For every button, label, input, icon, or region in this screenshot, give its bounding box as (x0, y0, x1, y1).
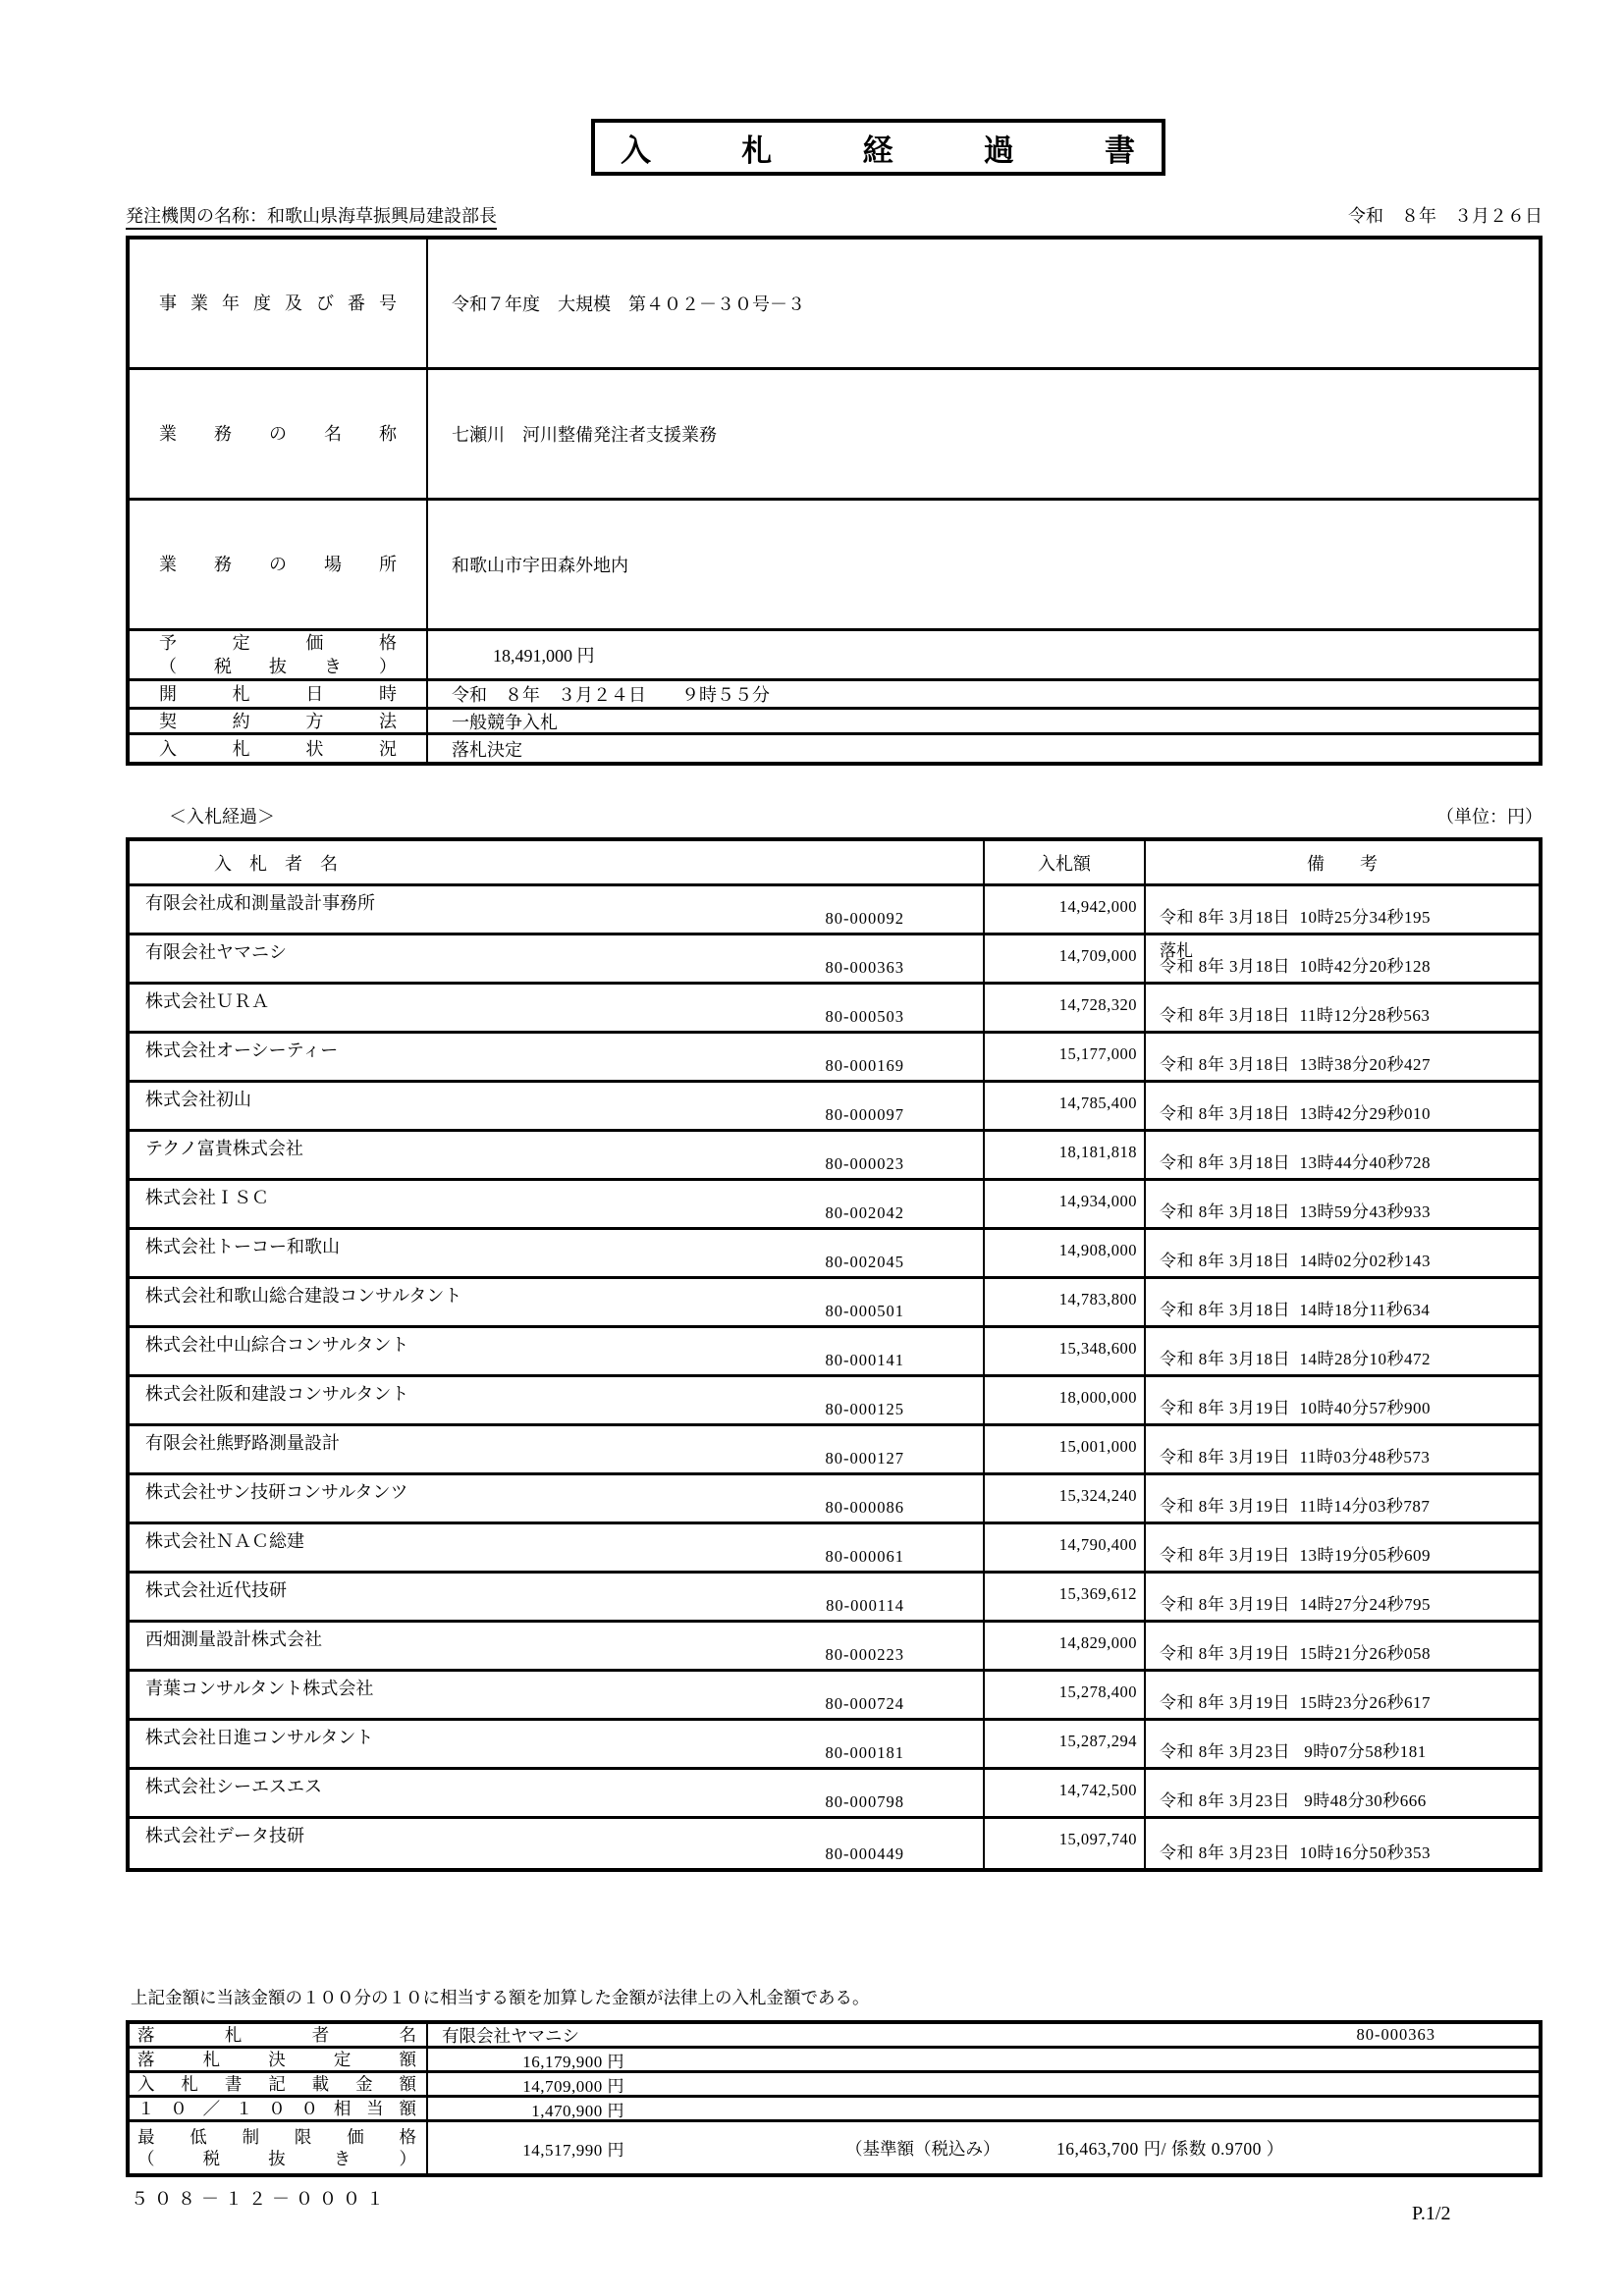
info-label: 予 定 価 格 （ 税 抜 き ） (130, 631, 428, 678)
bid-table-row (130, 1083, 1539, 1132)
remark-cell (1146, 1770, 1539, 1816)
bid-timestamp: 令和 8年 3月19日 15時23分26秒617 (1160, 1693, 1431, 1712)
remark-cell (1146, 1574, 1539, 1620)
bidder-cell (130, 886, 985, 933)
result-row-minimum-price (130, 2122, 1539, 2173)
bid-table-row (130, 1475, 1539, 1524)
bidder-name: 株式会社ＵＲＡ (145, 991, 269, 1011)
bid-amount-cell (985, 1721, 1146, 1767)
bid-status-value: 落札決定 (452, 739, 522, 760)
bid-table-row (130, 1279, 1539, 1328)
remark-cell (1146, 1230, 1539, 1276)
info-label: 事 業 年 度 及 び 番 号 (130, 240, 428, 367)
project-location-value: 和歌山市宇田森外地内 (452, 556, 628, 575)
info-label: 業 務 の 場 所 (130, 501, 428, 628)
column-header-remark: 備 考 (1307, 853, 1378, 874)
page-number: P.1/2 (1412, 2203, 1451, 2224)
bidder-cell (130, 1279, 985, 1325)
bidder-cell (130, 1574, 985, 1620)
bidder-name: 有限会社熊野路測量設計 (145, 1433, 340, 1453)
bid-table-row (130, 886, 1539, 935)
base-amount-label: （基準額（税込み） (845, 2138, 1001, 2159)
bid-amount-cell (985, 1524, 1146, 1571)
bidder-cell (130, 1426, 985, 1472)
bidder-name: テクノ富貴株式会社 (145, 1139, 303, 1158)
bid-amount-cell (985, 1279, 1146, 1325)
bid-table-row (130, 1574, 1539, 1623)
bid-amount: 15,001,000 (1058, 1437, 1137, 1456)
bidder-code: 80-000086 (825, 1498, 904, 1517)
bid-timestamp: 令和 8年 3月19日 14時27分24秒795 (1160, 1595, 1431, 1614)
bidder-code: 80-000114 (826, 1596, 904, 1615)
bid-amount: 14,829,000 (1058, 1633, 1137, 1652)
result-label: 入 札 書 記 載 金 額 (130, 2073, 428, 2095)
award-amount-value: 16,179,900 円 (522, 2052, 624, 2071)
bidder-code: 80-000169 (825, 1056, 904, 1075)
bidder-cell (130, 1083, 985, 1129)
bid-amount-cell (985, 1672, 1146, 1718)
bid-amount: 15,348,600 (1058, 1339, 1137, 1358)
bid-amount-cell (985, 1623, 1146, 1669)
bid-timestamp: 令和 8年 3月19日 11時14分03秒787 (1160, 1497, 1431, 1516)
project-info-table (126, 236, 1543, 766)
bidder-code: 80-000363 (825, 958, 904, 977)
bidder-code: 80-000724 (825, 1694, 904, 1713)
bid-table-row (130, 1770, 1539, 1819)
info-row-bid-status (130, 735, 1539, 762)
bidder-cell (130, 1475, 985, 1522)
bid-table-row (130, 1181, 1539, 1230)
bid-table-row (130, 1524, 1539, 1574)
result-row-winner (130, 2024, 1539, 2049)
remark-cell (1146, 886, 1539, 933)
bid-amount: 15,278,400 (1058, 1682, 1137, 1701)
result-label: 最 低 制 限 価 格 （ 税 抜 き ） (130, 2122, 428, 2173)
bidder-name: 株式会社トーコー和歌山 (145, 1237, 340, 1256)
bid-table (126, 837, 1543, 1872)
bid-timestamp: 令和 8年 3月19日 15時21分26秒058 (1160, 1644, 1431, 1663)
bid-timestamp: 令和 8年 3月18日 14時28分10秒472 (1160, 1350, 1431, 1368)
bid-amount: 14,908,000 (1058, 1241, 1137, 1259)
remark-cell (1146, 1083, 1539, 1129)
info-row-project-name (130, 370, 1539, 501)
column-header-amount: 入札額 (985, 841, 1146, 883)
bid-timestamp: 令和 8年 3月18日 13時59分43秒933 (1160, 1202, 1431, 1221)
bidder-code: 80-002042 (825, 1203, 904, 1222)
bid-table-row (130, 1672, 1539, 1721)
base-amount-value: 16,463,700 円/ 係数 0.9700 ） (1056, 2138, 1284, 2159)
bidder-name: 西畑測量設計株式会社 (145, 1629, 322, 1649)
agency-name: 発注機関の名称：和歌山県海草振興局建設部長 (126, 206, 497, 230)
info-row-contract-method (130, 710, 1539, 735)
bidder-cell (130, 1623, 985, 1669)
bid-amount-cell (985, 1083, 1146, 1129)
bid-timestamp: 令和 8年 3月19日 11時03分48秒573 (1160, 1448, 1431, 1467)
bidder-name: 株式会社オーシーティー (145, 1041, 339, 1060)
tax-equivalent-value: 1,470,900 円 (531, 2101, 624, 2120)
bid-amount-cell (985, 1328, 1146, 1374)
bid-amount: 14,728,320 (1058, 995, 1137, 1014)
bid-timestamp: 令和 8年 3月18日 13時44分40秒728 (1160, 1153, 1431, 1172)
bid-table-row (130, 935, 1539, 985)
remark-cell (1146, 1328, 1539, 1374)
bidder-name: 株式会社日進コンサルタント (145, 1728, 374, 1747)
bid-amount: 18,000,000 (1058, 1388, 1137, 1407)
bidder-name: 株式会社サン技研コンサルタンツ (145, 1482, 408, 1502)
result-row-award-amount (130, 2049, 1539, 2073)
minimum-price-value: 14,517,990 円 （基準額（税込み） 16,463,700 円/ 係数 0.9700 ） (428, 2122, 1539, 2173)
remark-cell (1146, 1132, 1539, 1178)
document-title-box (591, 119, 1165, 176)
bid-table-row (130, 1819, 1539, 1868)
project-number-value: 令和７年度 大規模 第４０２－３０号－３ (452, 294, 805, 314)
bidder-name: 株式会社初山 (145, 1090, 251, 1109)
bidder-cell (130, 1672, 985, 1718)
winner-value (428, 2024, 1539, 2046)
bid-timestamp: 令和 8年 3月23日 9時48分30秒666 (1160, 1791, 1427, 1810)
bid-amount-cell (985, 935, 1146, 982)
remark-cell (1146, 1279, 1539, 1325)
result-label: 落 札 決 定 額 (130, 2049, 428, 2070)
award-label: 落札 (1160, 941, 1193, 960)
column-header-bidder: 入 札 者 名 (130, 841, 985, 883)
bid-table-body (130, 886, 1539, 1868)
bid-table-row (130, 1721, 1539, 1770)
bid-table-row (130, 1132, 1539, 1181)
bidder-code: 80-000798 (825, 1792, 904, 1811)
bid-amount: 14,783,800 (1058, 1290, 1137, 1308)
document-date: 令和 ８年 ３月２６日 (1348, 206, 1543, 226)
bid-amount: 14,942,000 (1058, 897, 1137, 916)
bid-amount-cell (985, 886, 1146, 933)
bidder-code: 80-000449 (825, 1844, 904, 1863)
info-row-opening-datetime (130, 681, 1539, 710)
bidder-code: 80-000097 (825, 1105, 904, 1124)
bidder-name: 有限会社ヤマニシ (145, 942, 287, 962)
result-table (126, 2020, 1543, 2177)
remark-cell (1146, 1672, 1539, 1718)
bid-amount: 15,287,294 (1058, 1732, 1137, 1750)
bid-table-row (130, 1230, 1539, 1279)
bid-amount-cell (985, 1181, 1146, 1227)
bid-table-row (130, 985, 1539, 1034)
remark-cell (1146, 1475, 1539, 1522)
bid-timestamp: 令和 8年 3月19日 10時40分57秒900 (1160, 1399, 1431, 1417)
bid-timestamp: 令和 8年 3月19日 13時19分05秒609 (1160, 1546, 1431, 1565)
info-label: 業 務 の 名 称 (130, 370, 428, 498)
bid-amount: 14,934,000 (1058, 1192, 1137, 1210)
bidder-code: 80-000503 (825, 1007, 904, 1026)
bid-timestamp: 令和 8年 3月18日 10時42分20秒128 (1160, 957, 1431, 976)
bidder-code: 80-000125 (825, 1400, 904, 1418)
bidder-cell (130, 1328, 985, 1374)
bid-timestamp: 令和 8年 3月23日 10時16分50秒353 (1160, 1843, 1431, 1862)
agency-line (126, 202, 497, 228)
winner-code: 80-000363 (1356, 2025, 1435, 2044)
remark-cell (1146, 1524, 1539, 1571)
info-label: 開 札 日 時 (130, 681, 428, 707)
bidder-cell (130, 1770, 985, 1816)
bid-amount-cell (985, 1377, 1146, 1423)
bidder-cell (130, 935, 985, 982)
result-row-tax-equivalent (130, 2098, 1539, 2122)
remark-cell (1146, 1819, 1539, 1868)
bid-amount-cell (985, 1770, 1146, 1816)
bidder-name: 株式会社和歌山総合建設コンサルタント (145, 1286, 462, 1306)
bid-document-amount-value: 14,709,000 円 (522, 2076, 624, 2096)
bid-timestamp: 令和 8年 3月18日 13時38分20秒427 (1160, 1055, 1431, 1074)
bid-amount-cell (985, 1819, 1146, 1868)
contract-method-value: 一般競争入札 (452, 712, 558, 732)
winner-name: 有限会社ヤマニシ (442, 2025, 579, 2046)
bidder-cell (130, 1721, 985, 1767)
bid-table-row (130, 1034, 1539, 1083)
info-row-project-number (130, 240, 1539, 370)
bidder-cell (130, 1377, 985, 1423)
bid-timestamp: 令和 8年 3月18日 10時25分34秒195 (1160, 908, 1431, 927)
bidder-name: 株式会社ＮＡＣ総建 (145, 1531, 304, 1551)
bid-amount: 18,181,818 (1058, 1143, 1137, 1161)
bid-amount-cell (985, 1574, 1146, 1620)
bid-amount: 15,324,240 (1058, 1486, 1137, 1505)
bidder-cell (130, 1181, 985, 1227)
bid-amount-cell (985, 985, 1146, 1031)
opening-datetime-value: 令和 ８年 ３月２４日 ９時５５分 (452, 685, 770, 705)
bid-amount: 14,709,000 (1058, 946, 1137, 965)
remark-cell (1146, 1721, 1539, 1767)
bidder-code: 80-002045 (825, 1253, 904, 1271)
result-row-bid-document-amount (130, 2073, 1539, 2098)
bidder-code: 80-000181 (825, 1743, 904, 1762)
bidder-cell (130, 1034, 985, 1080)
remark-cell (1146, 1426, 1539, 1472)
bid-amount: 14,790,400 (1058, 1535, 1137, 1554)
bid-timestamp: 令和 8年 3月18日 11時12分28秒563 (1160, 1006, 1431, 1025)
info-label: 入 札 状 況 (130, 735, 428, 762)
bid-timestamp: 令和 8年 3月18日 13時42分29秒010 (1160, 1104, 1431, 1123)
bid-amount-cell (985, 1034, 1146, 1080)
bid-timestamp: 令和 8年 3月18日 14時02分02秒143 (1160, 1252, 1431, 1270)
result-label: 落 札 者 名 (130, 2024, 428, 2046)
bidder-name: 有限会社成和測量設計事務所 (145, 893, 375, 913)
document-title: 入 札 経 過 書 (621, 133, 1136, 168)
info-row-project-location (130, 501, 1539, 631)
result-label: １ ０ ／ １ ０ ０ 相 当 額 (130, 2098, 428, 2119)
bid-amount-cell (985, 1230, 1146, 1276)
bidder-cell (130, 1132, 985, 1178)
bid-table-row (130, 1426, 1539, 1475)
bid-table-row (130, 1377, 1539, 1426)
bid-timestamp: 令和 8年 3月23日 9時07分58秒181 (1160, 1742, 1427, 1761)
bid-amount: 15,177,000 (1058, 1044, 1137, 1063)
remark-cell (1146, 935, 1539, 982)
bidder-name: 株式会社データ技研 (145, 1826, 304, 1845)
bidder-code: 80-000141 (825, 1351, 904, 1369)
bid-table-header (130, 841, 1539, 886)
bidder-cell (130, 1230, 985, 1276)
unit-note: （単位：円） (1436, 807, 1543, 827)
bid-table-row (130, 1328, 1539, 1377)
bid-amount: 15,369,612 (1058, 1584, 1137, 1603)
document-number: ５０８－１２－０００１ (131, 2189, 390, 2209)
bidder-cell (130, 1819, 985, 1868)
bid-section-heading: ＜入札経過＞ (169, 807, 275, 827)
bid-timestamp: 令和 8年 3月18日 14時18分11秒634 (1160, 1301, 1431, 1319)
bidder-code: 80-000092 (825, 909, 904, 928)
remark-cell (1146, 1623, 1539, 1669)
bid-table-row (130, 1623, 1539, 1672)
info-row-planned-price (130, 631, 1539, 681)
bidder-code: 80-000061 (825, 1547, 904, 1566)
bidder-code: 80-000501 (825, 1302, 904, 1320)
bidder-name: 株式会社ＩＳＣ (145, 1188, 269, 1207)
remark-cell (1146, 985, 1539, 1031)
bidder-code: 80-000023 (825, 1154, 904, 1173)
bid-amount: 14,785,400 (1058, 1094, 1137, 1112)
remark-cell (1146, 1181, 1539, 1227)
bidder-name: 株式会社阪和建設コンサルタント (145, 1384, 409, 1404)
bidder-name: 青葉コンサルタント株式会社 (145, 1679, 374, 1698)
bidder-cell (130, 1524, 985, 1571)
bidder-name: 株式会社シーエスエス (145, 1777, 322, 1796)
bidder-code: 80-000127 (825, 1449, 904, 1468)
bid-amount-cell (985, 1426, 1146, 1472)
bidder-name: 株式会社中山綜合コンサルタント (145, 1335, 409, 1355)
bidder-name: 株式会社近代技研 (145, 1580, 287, 1600)
legal-note: 上記金額に当該金額の１００分の１０に相当する額を加算した金額が法律上の入札金額である。 (131, 1988, 870, 2007)
project-name-value: 七瀬川 河川整備発注者支援業務 (452, 425, 717, 445)
remark-cell (1146, 1034, 1539, 1080)
bid-amount: 15,097,740 (1058, 1830, 1137, 1848)
bid-amount-cell (985, 1132, 1146, 1178)
planned-price-value: 18,491,000 円 (493, 646, 595, 666)
bidder-code: 80-000223 (825, 1645, 904, 1664)
remark-cell (1146, 1377, 1539, 1423)
bid-amount-cell (985, 1475, 1146, 1522)
bidder-cell (130, 985, 985, 1031)
info-label: 契 約 方 法 (130, 710, 428, 732)
bid-amount: 14,742,500 (1058, 1781, 1137, 1799)
